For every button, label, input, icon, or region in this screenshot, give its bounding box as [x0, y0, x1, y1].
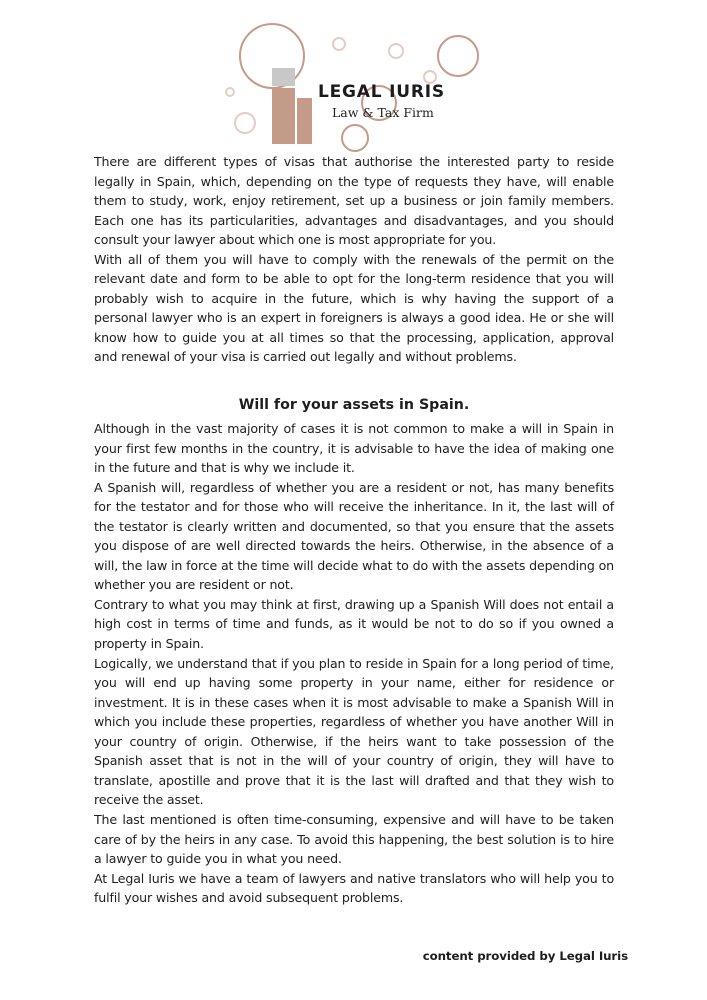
- logo-decor-circle: [438, 36, 478, 76]
- document-body: [94, 152, 614, 908]
- logo-decor-circle: [333, 38, 345, 50]
- intro-paragraph: There are different types of visas that authorise the interested party to reside legally in Spain, which, depending on the type of requests they have, will enable them to study, work, enjoy retirement, set up a business or join family members. Each one has its particularities, advantages and disadvantages, and you should consult your lawyer about which one is most appropriate for you.: [94, 154, 614, 248]
- section-paragraph: Although in the vast majority of cases it is not common to make a will in Spain in your first few months in the country, it is advisable to have the idea of making one in the future and that is why we include it.: [94, 421, 614, 476]
- brand-logo: [222, 20, 482, 156]
- section-heading: Will for your assets in Spain.: [238, 397, 470, 414]
- logo-mark-bar: [272, 68, 295, 86]
- brand-name: LEGAL IURIS: [318, 82, 445, 102]
- logo-decor-circle: [235, 113, 255, 133]
- section-paragraph: Contrary to what you may think at first, drawing up a Spanish Will does not entail a high cost in terms of time and funds, as it would be not to do so if you owned a property in Spain.: [94, 596, 614, 652]
- logo-mark-bar: [297, 98, 312, 144]
- footer-credit: content provided by Legal Iuris: [422, 949, 628, 963]
- logo-decor-circle: [389, 44, 403, 58]
- logo-decor-circle: [342, 125, 368, 151]
- section-paragraph: At Legal Iuris we have a team of lawyers and native translators who will help you to fulfil your wishes and avoid subsequent problems.: [94, 870, 614, 906]
- section-paragraph: A Spanish will, regardless of whether you are a resident or not, has many benefits for the testator and for those who will receive the inheritance. In it, the last will of the testator is clearly written and documented, so that you ensure that the assets you dispose of are well directed towards the heirs. Otherwise, in the absence of a will, the law in force at the time will decide what to do with the assets depending on whether you are resident or not.: [94, 479, 614, 593]
- logo-decor-circle: [226, 88, 234, 96]
- section-paragraph: The last mentioned is often time-consuming, expensive and will have to be taken care of by the heirs in any case. To avoid this happening, the best solution is to hire a lawyer to guide you in what you need.: [94, 811, 614, 867]
- section-spacer: [94, 367, 614, 389]
- section-paragraph: Logically, we understand that if you plan to reside in Spain for a long period of time, you will end up having some property in your name, either for residence or investment. It is in these cases when it is most advisable to make a Spanish Will in which you include these properties, regardless of whether you have another Will in your country of origin. Otherwise, if the heirs want to take possession of the Spanish asset that is not in the will of your country of origin, they will have to translate, apostille and prove that it is the last will drafted and that they wish to receive the asset.: [94, 655, 614, 808]
- logo-mark-bar: [272, 88, 295, 144]
- intro-paragraph: With all of them you will have to comply with the renewals of the permit on the relevant date and form to be able to opt for the long-term residence that you will probably wish to acquire in the future, which is why having the support of a personal lawyer who is an expert in foreigners is always a good idea. He or she will know how to guide you at all times so that the processing, application, approval and renewal of your visa is carried out legally and without problems.: [94, 251, 614, 365]
- brand-tagline: Law & Tax Firm: [332, 105, 434, 120]
